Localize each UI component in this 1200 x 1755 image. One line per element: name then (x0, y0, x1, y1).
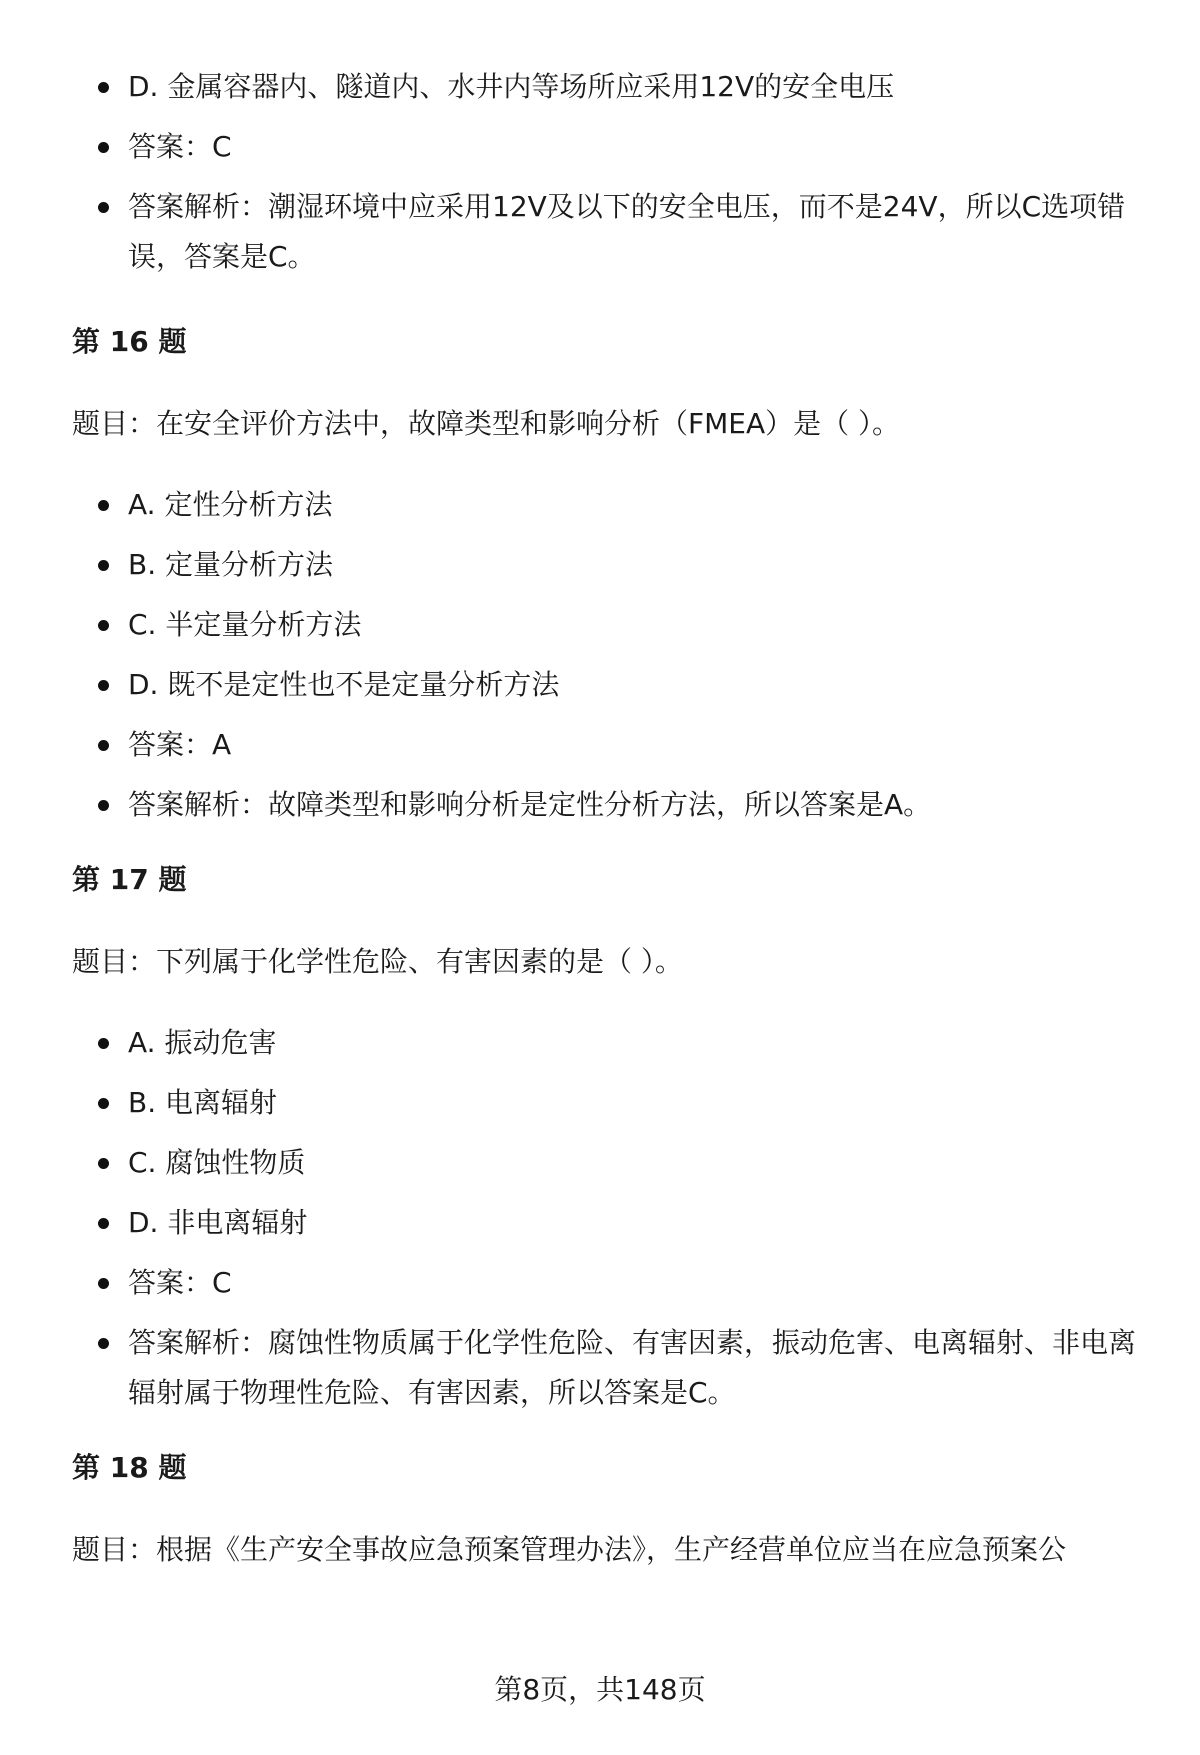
bullet-icon (98, 1218, 109, 1229)
q16-heading: 第 16 题 (72, 325, 187, 358)
q15-option-d (72, 62, 1152, 112)
page-footer: 第8页，共148页 (494, 1673, 706, 1706)
q16-answer-text: 答案：A (128, 728, 232, 761)
q16-explanation (72, 780, 1152, 830)
q16-option-a (72, 480, 1152, 530)
bullet-icon (98, 500, 109, 511)
q17-heading: 第 17 题 (72, 863, 187, 896)
bullet-icon (98, 1338, 109, 1349)
bullet-icon (98, 620, 109, 631)
q16-stem: 题目：在安全评价方法中，故障类型和影响分析（FMEA）是（ ）。 (72, 407, 901, 440)
q17-option-list (72, 1018, 1152, 1418)
q15-answer (72, 122, 1152, 172)
q18-stem: 题目：根据《生产安全事故应急预案管理办法》，生产经营单位应当在应急预案公 (72, 1533, 1067, 1566)
q17-option-a (72, 1018, 1152, 1068)
q17-option-b-text: B. 电离辐射 (128, 1086, 278, 1119)
bullet-icon (98, 1098, 109, 1109)
q17-stem: 题目：下列属于化学性危险、有害因素的是（ ）。 (72, 945, 683, 978)
q16-option-b-text: B. 定量分析方法 (128, 548, 334, 581)
q17-option-b (72, 1078, 1152, 1128)
q17-answer-text: 答案：C (128, 1266, 232, 1299)
bullet-icon (98, 800, 109, 811)
q17-explanation (72, 1318, 1152, 1418)
q15-answer-text: 答案：C (128, 130, 232, 163)
bullet-icon (98, 202, 109, 213)
q16-option-a-text: A. 定性分析方法 (128, 488, 333, 521)
q18-heading: 第 18 题 (72, 1451, 187, 1484)
bullet-icon (98, 680, 109, 691)
q16-option-b (72, 540, 1152, 590)
q17-explanation-text: 答案解析：腐蚀性物质属于化学性危险、有害因素，振动危害、电离辐射、非电离辐射属于物理性危险、有害因素，所以答案是C。 (128, 1326, 1137, 1409)
q16-answer (72, 720, 1152, 770)
q17-answer (72, 1258, 1152, 1308)
q16-explanation-text: 答案解析：故障类型和影响分析是定性分析方法，所以答案是A。 (128, 788, 932, 821)
document-page (72, 62, 1152, 1570)
bullet-icon (98, 1158, 109, 1169)
q17-option-d (72, 1198, 1152, 1248)
bullet-icon (98, 740, 109, 751)
q16-option-c (72, 600, 1152, 650)
q15-option-list (72, 62, 1152, 282)
q17-option-d-text: D. 非电离辐射 (128, 1206, 308, 1239)
bullet-icon (98, 1038, 109, 1049)
q17-option-c-text: C. 腐蚀性物质 (128, 1146, 306, 1179)
q16-option-d-text: D. 既不是定性也不是定量分析方法 (128, 668, 560, 701)
bullet-icon (98, 82, 109, 93)
q16-option-list (72, 480, 1152, 830)
q17-option-c (72, 1138, 1152, 1188)
q16-option-c-text: C. 半定量分析方法 (128, 608, 362, 641)
q15-explanation-text: 答案解析：潮湿环境中应采用12V及以下的安全电压，而不是24V，所以C选项错误，答案是C。 (128, 190, 1126, 273)
q17-option-a-text: A. 振动危害 (128, 1026, 277, 1059)
bullet-icon (98, 1278, 109, 1289)
bullet-icon (98, 560, 109, 571)
q15-explanation (72, 182, 1152, 282)
bullet-icon (98, 142, 109, 153)
q16-option-d (72, 660, 1152, 710)
q15-option-d-text: D. 金属容器内、隧道内、水井内等场所应采用12V的安全电压 (128, 70, 895, 103)
